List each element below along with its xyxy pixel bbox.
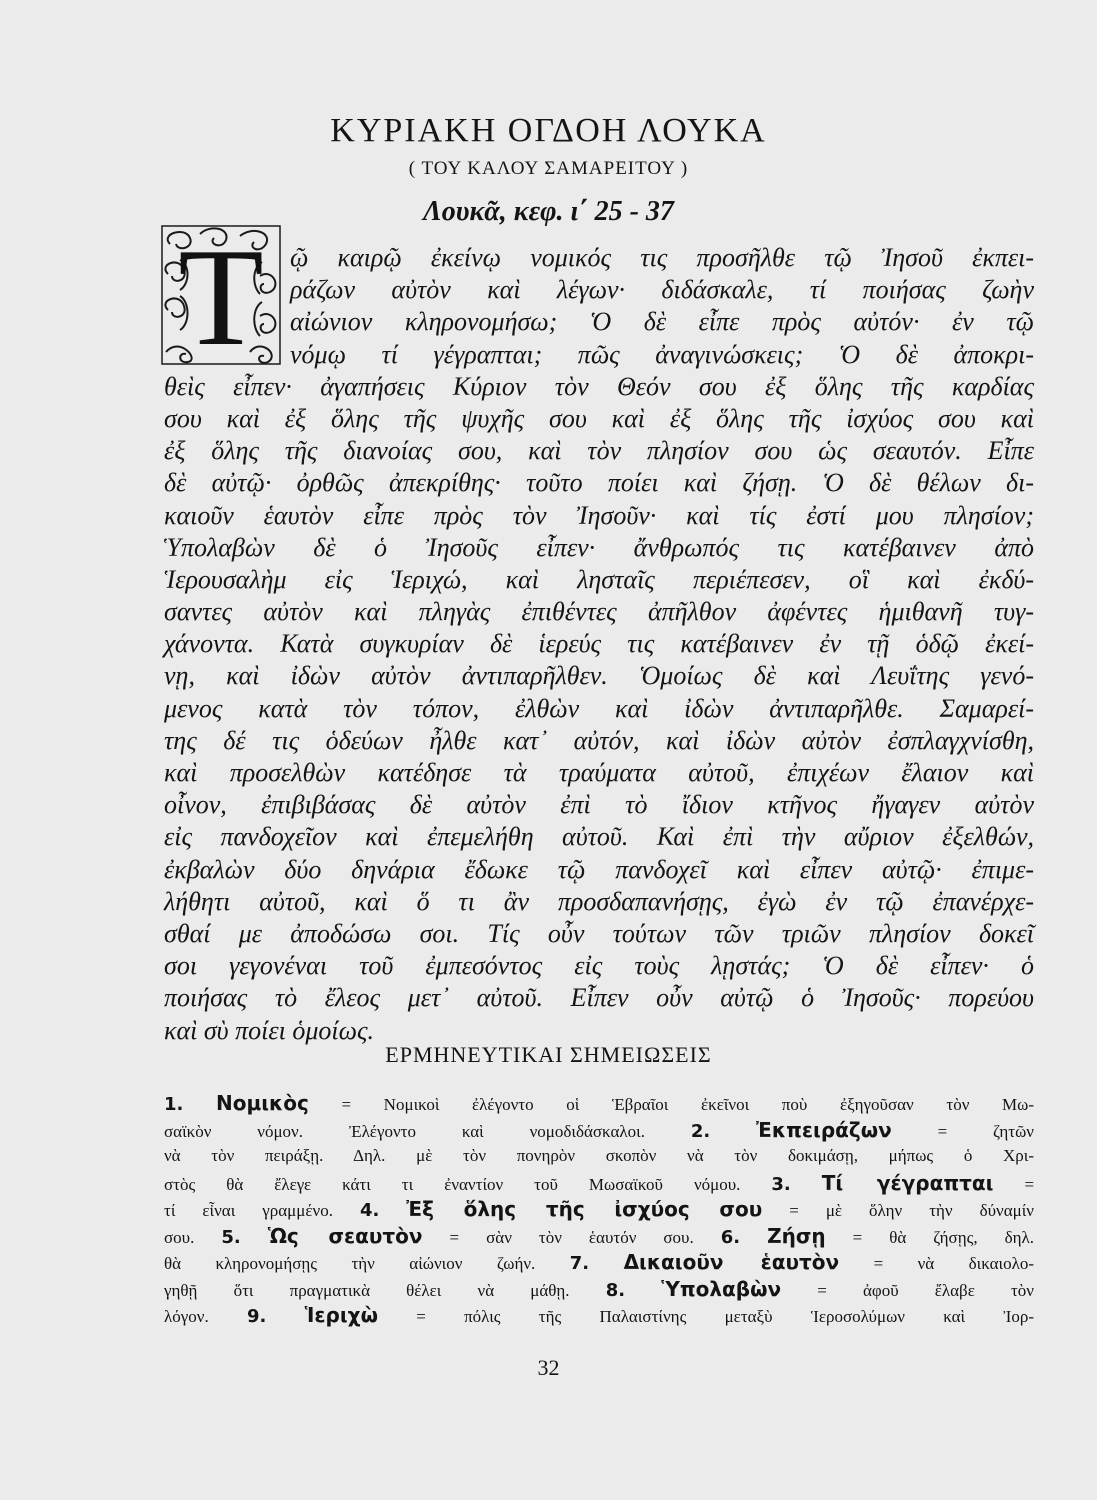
note-term: Ἱεριχὼ — [304, 1303, 378, 1327]
initial-letter: Τ — [178, 224, 264, 366]
gospel-line: καιοῦν ἑαυτὸν εἶπε πρὸς τὸν Ἰησοῦν· καὶ τίς ἐστί μου πλησίον; — [164, 500, 1034, 530]
note-number: 1. — [164, 1094, 184, 1115]
note-text: = θὰ ζήσῃς, δηλ. — [852, 1227, 1034, 1247]
note-line — [164, 1196, 1034, 1223]
note-term: Ζήσῃ — [767, 1223, 826, 1248]
note-line — [164, 1090, 1034, 1117]
note-number: 7. — [569, 1253, 590, 1274]
gospel-line: νῃ, καὶ ἰδὼν αὐτὸν ἀντιπαρῆλθεν. Ὁμοίως δὲ καὶ Λευΐτης γενό- — [164, 661, 1034, 691]
gospel-line: σου καὶ ἐξ ὅλης τῆς ψυχῆς σου καὶ ἐξ ὅλης τῆς ἰσχύος σου καὶ — [164, 403, 1034, 433]
note-text: σου. — [164, 1227, 195, 1247]
note-line — [164, 1223, 1034, 1250]
note-number: 4. — [359, 1200, 380, 1221]
gospel-line: καὶ σὺ ποίει ὁμοίως. — [164, 1015, 375, 1045]
gospel-line: ῷ καιρῷ ἐκείνῳ νομικός τις προσῆλθε τῷ Ἰησοῦ ἐκπει- — [290, 243, 1034, 272]
note-line — [164, 1302, 1034, 1329]
note-text: λόγον. — [164, 1307, 209, 1326]
scripture-reference: Λουκᾶ, κεφ. ι΄ 25 - 37 — [423, 196, 674, 227]
gospel-line: θεὶς εἶπεν· ἀγαπήσεις Κύριον τὸν Θεόν σου ἐξ ὅλης τῆς καρδίας — [164, 371, 1034, 401]
gospel-passage — [164, 242, 1034, 1047]
note-number: 5. — [221, 1226, 241, 1248]
page-number: 32 — [537, 1355, 560, 1380]
note-number: 3. — [771, 1173, 791, 1195]
gospel-line: ἐξ ὅλης τῆς διανοίας σου, καὶ τὸν πλησίον σου ὡς σεαυτόν. Εἶπε — [164, 436, 1034, 466]
note-text: στὸς θὰ ἔλεγε κάτι τι ἐναντίον τοῦ Μωσαϊκοῦ νόμου. — [164, 1174, 741, 1194]
gospel-line: νόμῳ τί γέγραπται; πῶς ἀναγινώσκεις; Ὁ δὲ ἀποκρι- — [290, 339, 1034, 369]
gospel-line: σαντες αὐτὸν καὶ πληγὰς ἐπιθέντες ἀπῆλθον ἀφέντες ἡμιθανῆ τυγ- — [164, 597, 1034, 627]
gospel-line: ἐκβαλὼν δύο δηνάρια ἔδωκε τῷ πανδοχεῖ καὶ εἶπεν αὐτῷ· ἐπιμε- — [164, 854, 1034, 884]
note-term: Ἐξ ὅλης τῆς ἰσχύος σου — [406, 1197, 763, 1221]
note-text: νὰ τὸν πειράξῃ. Δηλ. μὲ τὸν πονηρὸν σκοπὸν νὰ τὸν δοκιμάσῃ, μήπως ὁ Χρι- — [164, 1146, 1034, 1165]
note-line — [164, 1117, 1034, 1144]
note-line — [164, 1143, 1034, 1170]
note-text: τί εἶναι γραμμένο. — [164, 1201, 333, 1220]
gospel-line: καὶ προσελθὼν κατέδησε τὰ τραύματα αὐτοῦ, ἐπιχέων ἔλαιον καὶ — [164, 758, 1034, 787]
page-subtitle: ( ΤΟΥ ΚΑΛΟΥ ΣΑΜΑΡΕΙΤΟΥ ) — [408, 158, 689, 179]
gospel-line: εἰς πανδοχεῖον καὶ ἐπεμελήθη αὐτοῦ. Καὶ ἐπὶ τὴν αὔριον ἐξελθών, — [164, 822, 1034, 852]
gospel-line: Ὑπολαβὼν δὲ ὁ Ἰησοῦς εἶπεν· ἄνθρωπός τις κατέβαινεν ἀπὸ — [164, 532, 1034, 562]
page-title: ΚΥΡΙΑΚΗ ΟΓΔΟΗ ΛΟΥΚΑ — [330, 112, 767, 149]
note-line — [164, 1249, 1034, 1276]
note-text: = σὰν τὸν ἑαυτόν σου. — [449, 1227, 694, 1247]
note-text: = ζητῶν — [937, 1121, 1034, 1141]
note-term: Ἐκπειράζων — [756, 1117, 892, 1142]
gospel-line: χάνοντα. Κατὰ συγκυρίαν δὲ ἱερεύς τις κατέβαινεν ἐν τῇ ὁδῷ ἐκεί- — [164, 629, 1034, 659]
note-text: γηθῇ ὅτι πραγματικὰ θέλει νὰ μάθῃ. — [164, 1280, 570, 1300]
gospel-line: ράζων αὐτὸν καὶ λέγων· διδάσκαλε, τί ποιήσας ζωὴν — [290, 275, 1034, 305]
notes-heading: ΕΡΜΗΝΕΥΤΙΚΑΙ ΣΗΜΕΙΩΣΕΙΣ — [385, 1042, 712, 1067]
note-text: = — [1024, 1174, 1035, 1194]
gospel-line: σοι γεγονέναι τοῦ ἐμπεσόντος εἰς τοὺς λῃστάς; Ὁ δὲ εἶπεν· ὁ — [164, 951, 1034, 981]
gospel-line: της δέ τις ὁδεύων ἦλθε κατ᾽ αὐτόν, καὶ ἰδὼν αὐτὸν ἐσπλαγχνίσθη, — [164, 725, 1034, 755]
note-text: σαϊκὸν νόμον. Ἐλέγοντο καὶ νομοδιδάσκαλοι. — [164, 1121, 645, 1141]
note-number: 9. — [246, 1306, 267, 1327]
gospel-line: αἰώνιον κληρονομήσω; Ὁ δὲ εἶπε πρὸς αὐτόν· ἐν τῷ — [290, 307, 1034, 337]
note-text: = πόλις τῆς Παλαιστίνης μεταξὺ Ἱεροσολύμων καὶ Ἰορ- — [416, 1307, 1035, 1326]
note-line — [164, 1276, 1034, 1303]
note-text: = μὲ ὅλην τὴν δύναμίν — [789, 1201, 1034, 1220]
note-term: Ὑπολαβὼν — [661, 1276, 782, 1301]
note-term: Ὡς σεαυτὸν — [267, 1223, 423, 1248]
note-text: = Νομικοὶ ἐλέγοντο οἱ Ἑβραῖοι ἐκεῖνοι ποὺ ἐξηγοῦσαν τὸν Μω- — [341, 1095, 1034, 1114]
note-number: 8. — [605, 1279, 626, 1301]
note-text: θὰ κληρονομήσῃς τὴν αἰώνιον ζωήν. — [164, 1254, 536, 1273]
note-line — [164, 1170, 1034, 1197]
gospel-line: δὲ αὐτῷ· ὀρθῶς ἀπεκρίθης· τοῦτο ποίει καὶ ζήσῃ. Ὁ δὲ θέλων δι- — [164, 468, 1034, 498]
note-term: Νομικὸς — [216, 1091, 309, 1115]
gospel-line: ποιήσας τὸ ἔλεος μετ᾽ αὐτοῦ. Εἶπεν οὖν αὐτῷ ὁ Ἰησοῦς· πορεύου — [164, 983, 1034, 1013]
gospel-line: Ἱερουσαλὴμ εἰς Ἱεριχώ, καὶ λησταῖς περιέπεσεν, οἳ καὶ ἐκδύ- — [164, 564, 1034, 594]
note-text: = ἀφοῦ ἔλαβε τὸν — [817, 1280, 1034, 1300]
note-term: Τί γέγραπται — [821, 1170, 994, 1195]
gospel-line: οἶνον, ἐπιβιβάσας δὲ αὐτὸν ἐπὶ τὸ ἴδιον κτῆνος ἤγαγεν αὐτὸν — [164, 790, 1034, 820]
gospel-line: μενος κατὰ τὸν τόπον, ἐλθὼν καὶ ἰδὼν ἀντιπαρῆλθε. Σαμαρεί- — [164, 693, 1034, 723]
gospel-line: λήθητι αὐτοῦ, καὶ ὅ τι ἂν προσδαπανήσῃς, ἐγὼ ἐν τῷ ἐπανέρχε- — [164, 886, 1034, 916]
note-term: Δικαιοῦν ἑαυτὸν — [623, 1250, 840, 1274]
gospel-line: σθαί με ἀποδώσω σοι. Τίς οὖν τούτων τῶν τριῶν πλησίον δοκεῖ — [164, 918, 1034, 948]
note-number: 2. — [690, 1120, 711, 1142]
explanatory-notes — [164, 1090, 1034, 1329]
note-number: 6. — [720, 1226, 741, 1248]
note-text: = νὰ δικαιολο- — [873, 1254, 1035, 1273]
